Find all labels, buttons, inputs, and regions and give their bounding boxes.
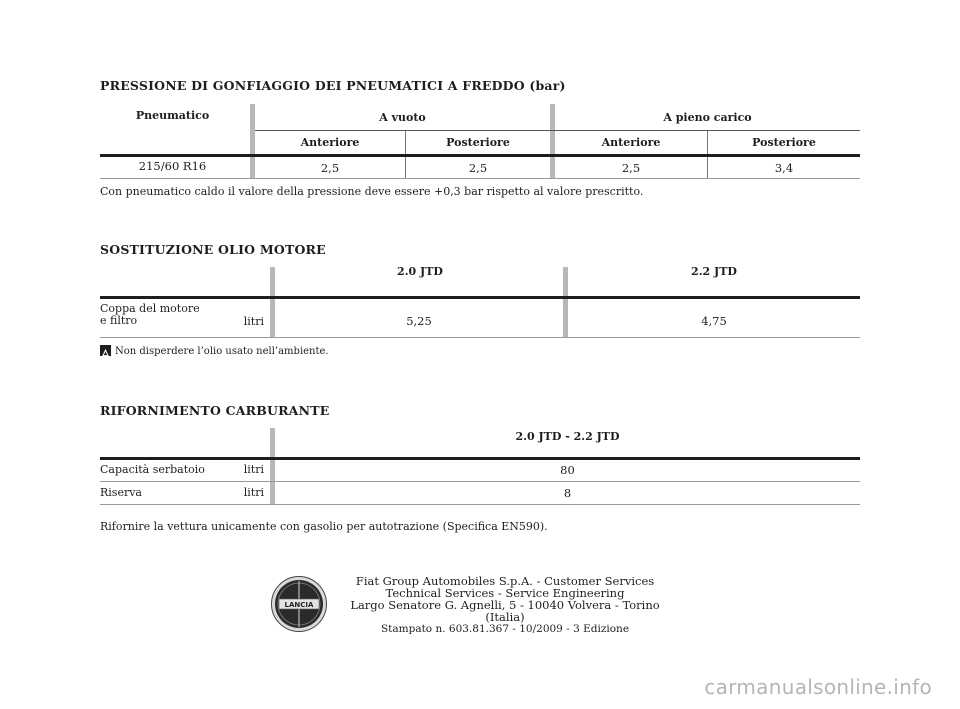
oil-value-2-2: 4,75: [701, 314, 727, 328]
pressure-value: 2,5: [320, 161, 340, 175]
tyre-note: Con pneumatico caldo il valore della pressione deve essere +0,3 bar rispetto al valore prescritto.: [100, 185, 644, 198]
fuel-reserve: 8: [563, 486, 572, 500]
fuel-tank-capacity: 80: [560, 463, 575, 477]
tyre-column-header: Pneumatico: [135, 109, 210, 122]
oil-unit: litri: [243, 315, 264, 328]
tyre-size: 215/60 R16: [138, 159, 207, 173]
oil-col-2-0-jtd: 2.0 JTD: [397, 265, 443, 278]
pressure-value: 3,4: [774, 161, 794, 175]
pressure-value: 2,5: [468, 161, 488, 175]
oil-row-label-line2: e filtro: [100, 314, 138, 327]
footer-address: [330, 575, 680, 635]
pressure-value: 2,5: [621, 161, 641, 175]
row-divider: [100, 481, 860, 482]
recycle-icon: [100, 345, 111, 356]
header-rule: [255, 130, 860, 131]
footer-line-2: Technical Services - Service Engineering: [385, 586, 625, 600]
table-thick-rule: [100, 457, 860, 460]
table-bottom-rule: [100, 337, 860, 338]
tyre-pressure-title: PRESSIONE DI GONFIAGGIO DEI PNEUMATICI A FREDDO (bar): [100, 78, 566, 93]
oil-col-2-2-jtd: 2.2 JTD: [691, 265, 737, 278]
rear-full-header: Posteriore: [752, 136, 816, 149]
eco-note: Non disperdere l’olio usato nell’ambiente.: [115, 346, 329, 357]
footer-line-4: Stampato n. 603.81.367 - 10/2009 - 3 Edizione: [380, 623, 630, 635]
footer-line-3: Largo Senatore G. Agnelli, 5 - 10040 Volvera - Torino (Italia): [350, 598, 660, 624]
fuel-column-header: 2.0 JTD - 2.2 JTD: [515, 430, 620, 443]
table-thick-rule: [100, 154, 860, 157]
table-bottom-rule: [100, 178, 860, 179]
footer-line-1: Fiat Group Automobiles S.p.A. - Customer Services: [355, 574, 655, 588]
lancia-logo-text: LANCIA: [284, 601, 314, 609]
fuel-row-unit: litri: [243, 486, 264, 499]
fuel-row-label: Capacità serbatoio: [100, 463, 205, 476]
table-thick-rule: [100, 296, 860, 299]
fuel-note: Rifornire la vettura unicamente con gasolio per autotrazione (Specifica EN590).: [100, 520, 548, 533]
fuel-row-unit: litri: [243, 463, 264, 476]
lancia-logo: [270, 575, 328, 633]
full-load-header: A pieno carico: [663, 111, 752, 124]
front-empty-header: Anteriore: [300, 136, 360, 149]
rear-empty-header: Posteriore: [446, 136, 510, 149]
oil-row-label-line1: Coppa del motore: [100, 302, 200, 315]
empty-load-header: A vuoto: [379, 111, 426, 124]
fuel-title: RIFORNIMENTO CARBURANTE: [100, 403, 330, 418]
oil-value-2-0: 5,25: [406, 314, 432, 328]
table-bottom-rule: [100, 504, 860, 505]
front-full-header: Anteriore: [601, 136, 661, 149]
oil-row-label: [100, 303, 200, 327]
watermark-link[interactable]: carmanualsonline.info: [704, 675, 932, 699]
oil-title: SOSTITUZIONE OLIO MOTORE: [100, 242, 326, 257]
fuel-row-label: Riserva: [100, 486, 142, 499]
